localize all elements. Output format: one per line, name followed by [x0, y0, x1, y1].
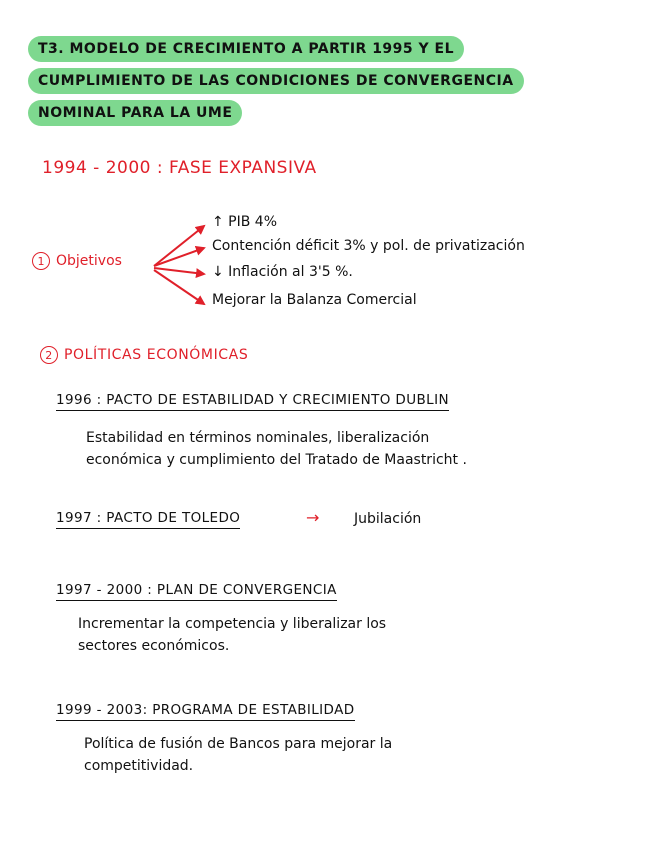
objectives-label — [32, 252, 122, 270]
policies-heading — [40, 346, 248, 364]
title-line-1: T3. MODELO DE CRECIMIENTO A PARTIR 1995 Y EL — [28, 36, 464, 62]
arrow-1 — [154, 226, 204, 266]
policy-1-text-line-1: Estabilidad en términos nominales, liberalización — [86, 430, 430, 446]
policy-1-text-line-2: económica y cumplimiento del Tratado de Maastricht . — [86, 452, 467, 468]
objectives-number: 1 — [32, 252, 50, 270]
arrow-4 — [154, 270, 204, 304]
objective-item-2: Contención déficit 3% y pol. de privatización — [212, 238, 525, 254]
objective-item-1: ↑ PIB 4% — [212, 214, 278, 230]
arrow-3 — [154, 268, 204, 274]
policy-2-heading: 1997 : PACTO DE TOLEDO — [56, 510, 240, 529]
policy-1-heading: 1996 : PACTO DE ESTABILIDAD Y CRECIMIENTO DUBLIN — [56, 392, 449, 411]
objectives-arrows — [150, 222, 210, 318]
policies-heading-text: POLÍTICAS ECONÓMICAS — [64, 347, 249, 363]
policy-3-text-line-2: sectores económicos. — [78, 638, 230, 654]
title-line-3: NOMINAL PARA LA UME — [28, 100, 242, 126]
phase-heading: 1994 - 2000 : FASE EXPANSIVA — [42, 158, 317, 178]
objective-item-4: Mejorar la Balanza Comercial — [212, 292, 417, 308]
policy-4-heading: 1999 - 2003: PROGRAMA DE ESTABILIDAD — [56, 702, 355, 721]
policy-4-text-line-1: Política de fusión de Bancos para mejorar la — [84, 736, 393, 752]
title-line-2: CUMPLIMIENTO DE LAS CONDICIONES DE CONVERGENCIA — [28, 68, 524, 94]
policy-3-text-line-1: Incrementar la competencia y liberalizar los — [78, 616, 387, 632]
policy-3-heading: 1997 - 2000 : PLAN DE CONVERGENCIA — [56, 582, 337, 601]
policies-number: 2 — [40, 346, 58, 364]
objectives-label-text: Objetivos — [56, 253, 122, 269]
objective-item-3: ↓ Inflación al 3'5 %. — [212, 264, 353, 280]
policy-2-result: Jubilación — [354, 511, 422, 527]
arrow-2 — [154, 248, 204, 266]
policy-2-arrow: → — [306, 508, 320, 527]
policy-4-text-line-2: competitividad. — [84, 758, 194, 774]
